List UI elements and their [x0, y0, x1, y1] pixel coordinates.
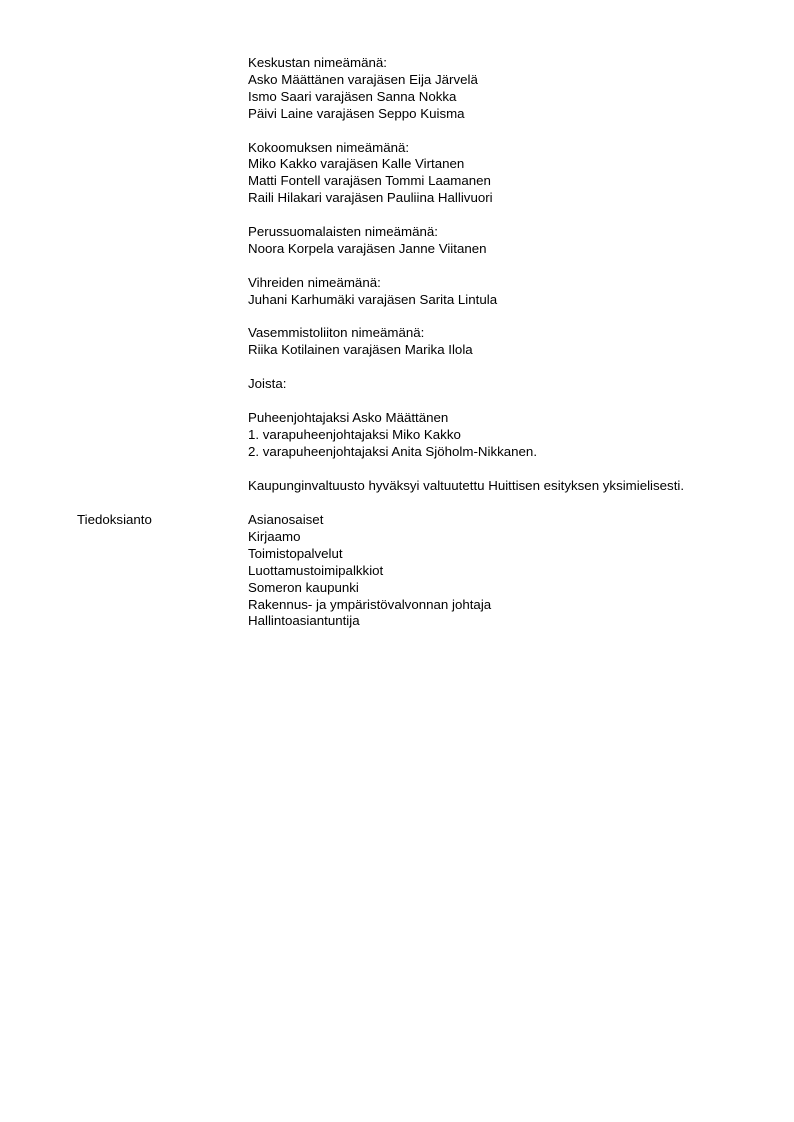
party-heading: Kokoomuksen nimeämänä: [248, 139, 410, 155]
recipient-line: Luottamustoimipalkkiot [248, 562, 384, 578]
recipient-line: Hallintoasiantuntija [248, 613, 360, 629]
party-group-vihreat [248, 275, 778, 309]
member-line: Juhani Karhumäki varajäsen Sarita Lintula [248, 291, 498, 307]
recipient-line: Rakennus- ja ympäristövalvonnan johtaja [248, 596, 492, 612]
recipient-line: Asianosaiset [248, 512, 324, 527]
recipient-line: Toimistopalvelut [248, 545, 343, 561]
member-line: Noora Korpela varajäsen Janne Viitanen [248, 240, 487, 256]
distribution-label: Tiedoksianto [77, 512, 152, 527]
party-heading: Keskustan nimeämänä: [248, 55, 387, 70]
party-heading: Vasemmistoliiton nimeämänä: [248, 325, 425, 341]
chairs-block [248, 410, 778, 461]
chair-line: 2. varapuheenjohtajaksi Anita Sjöholm-Nikkanen. [248, 443, 538, 459]
distribution-list [248, 512, 491, 630]
chair-line: Puheenjohtajaksi Asko Määttänen [248, 409, 449, 425]
member-line: Asko Määttänen varajäsen Eija Järvelä [248, 71, 478, 87]
recipient-line: Kirjaamo [248, 528, 301, 544]
party-heading: Perussuomalaisten nimeämänä: [248, 224, 438, 240]
chair-line: 1. varapuheenjohtajaksi Miko Kakko [248, 426, 461, 442]
party-group-kokoomus [248, 140, 778, 208]
member-line: Päivi Laine varajäsen Seppo Kuisma [248, 105, 465, 121]
decision-block [248, 478, 778, 495]
party-group-perussuomalaiset [248, 224, 778, 258]
party-group-keskusta [248, 55, 778, 123]
party-group-vasemmistoliitto [248, 325, 778, 359]
decision-text: Kaupunginvaltuusto hyväksyi valtuutettu Huittisen esityksen yksimielisesti. [248, 477, 685, 493]
joista-block [248, 376, 778, 393]
member-line: Ismo Saari varajäsen Sanna Nokka [248, 88, 457, 104]
member-line: Miko Kakko varajäsen Kalle Virtanen [248, 156, 465, 172]
recipient-line: Someron kaupunki [248, 579, 359, 595]
joista-heading: Joista: [248, 376, 287, 392]
main-text-column [248, 55, 778, 511]
member-line: Matti Fontell varajäsen Tommi Laamanen [248, 173, 491, 189]
member-line: Raili Hilakari varajäsen Pauliina Hallivuori [248, 190, 493, 206]
party-heading: Vihreiden nimeämänä: [248, 274, 381, 290]
member-line: Riika Kotilainen varajäsen Marika Ilola [248, 342, 473, 358]
